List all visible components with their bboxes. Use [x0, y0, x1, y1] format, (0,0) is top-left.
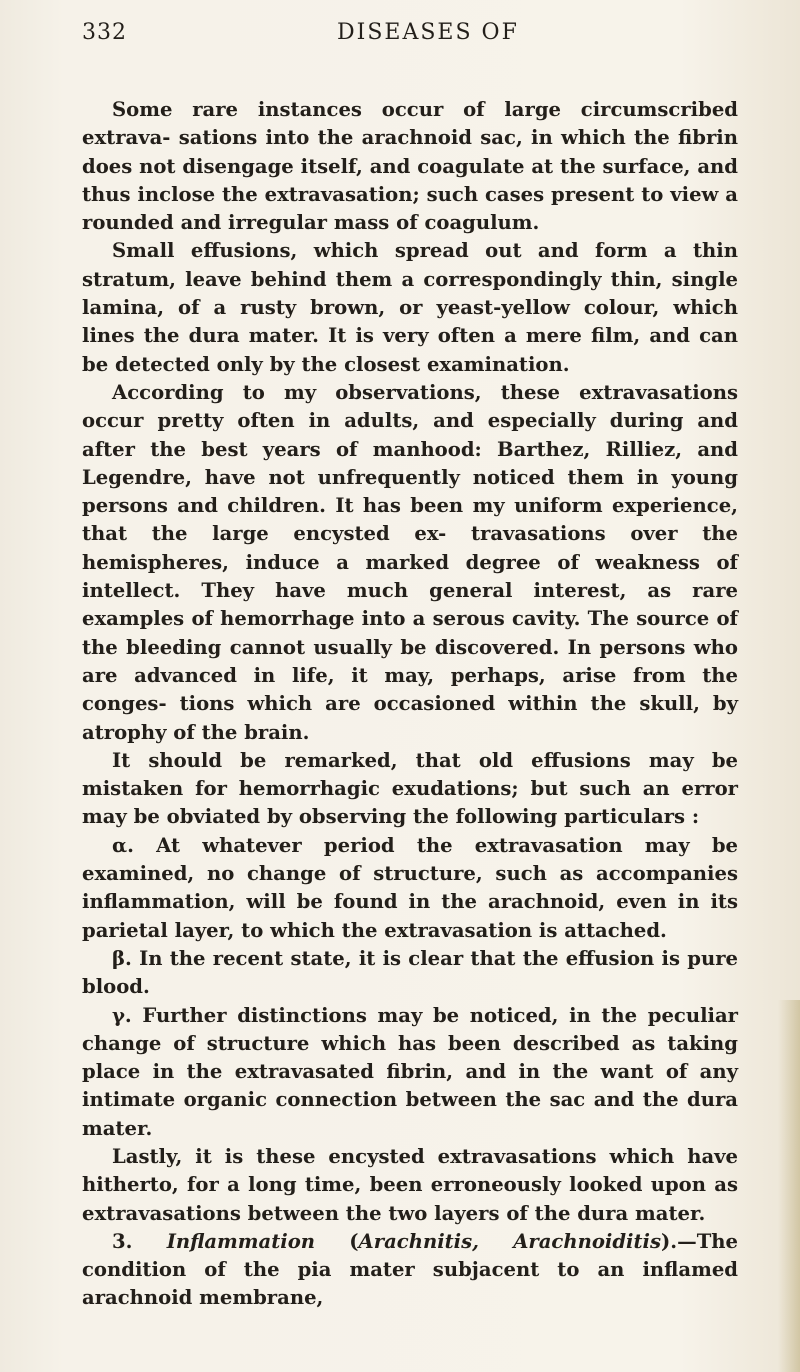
page-edge-shadow [778, 1000, 800, 1372]
section-synonyms: Arachnitis, Arachnoiditis [358, 1229, 662, 1253]
paren-open: ( [349, 1229, 359, 1253]
page-number: 332 [82, 20, 127, 45]
section-text: —The condition of the pia mater subjacent to an inflamed arachnoid membrane, [82, 1229, 739, 1310]
paragraph-lastly: Lastly, it is these encysted extravasations which have hitherto, for a long time, been erroneously looked upon as extravasations between the two layers of the dura mater. [82, 1144, 738, 1225]
paragraph-2: Small effusions, which spread out and form a thin stratum, leave behind them a correspondingly thin, single lamina, of a rusty brown, or yeast-yellow colour, which lines the dura mater. It is very often a mere film, and can be detected only by the closest examination. [82, 239, 738, 376]
running-head: DISEASES OF [337, 20, 519, 45]
body-text [82, 96, 738, 1313]
page-header [0, 20, 800, 60]
section-heading: Inflammation [166, 1229, 316, 1253]
paragraph-beta: β. In the recent state, it is clear that the effusion is pure blood. [82, 946, 738, 999]
paragraph-inflammation [82, 1228, 738, 1313]
paragraph-alpha: α. At whatever period the extravasation may be examined, no change of structure, such as accompanies inflammation, will be found in the arachnoid, even in its parietal layer, to which the extravasation is attached. [82, 833, 738, 942]
paren-close: ). [661, 1229, 678, 1253]
section-number: 3. [112, 1229, 133, 1253]
paragraph-4: It should be remarked, that old effusions may be mistaken for hemorrhagic exudations; but such an error may be obviated by observing the following particulars : [82, 748, 738, 829]
paragraph-gamma: γ. Further distinctions may be noticed, in the peculiar change of structure which has been described as taking place in the extravasated fibrin, and in the want of any intimate organic connection between the sac and the dura mater. [82, 1003, 738, 1140]
paragraph-1: Some rare instances occur of large circumscribed extrava- sations into the arachnoid sac, in which the fibrin does not disengage itself, and coagulate at the surface, and thus inclose the extravasation; such cases present to view a rounded and irregular mass of coagulum. [82, 98, 738, 235]
paragraph-3: According to my observations, these extravasations occur pretty often in adults, and especially during and after the best years of manhood: Barthez, Rilliez, and Legendre, have not unfrequently noticed them in young persons and children. It has been my uniform experience, that the large encysted ex- travasations over the hemispheres, induce a marked degree of weakness of intellect. They have much general interest, as rare examples of hemorrhage into a serous cavity. The source of the bleeding cannot usually be discovered. In persons who are advanced in life, it may, perhaps, arise from the conges- tions which are occasioned within the skull, by atrophy of the brain. [82, 380, 738, 744]
